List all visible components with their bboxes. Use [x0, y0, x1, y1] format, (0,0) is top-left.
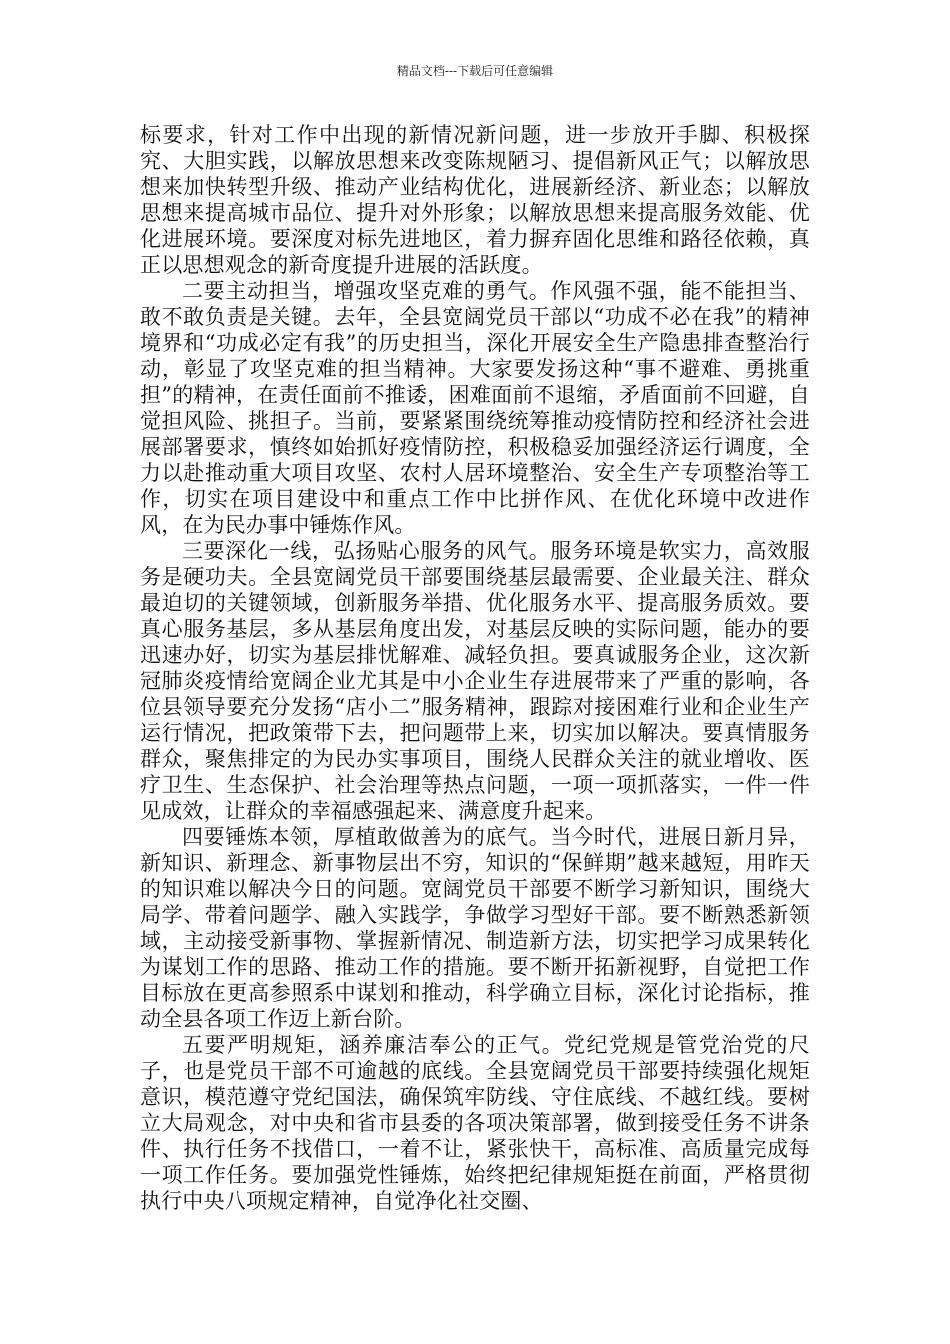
paragraph-4: 四要锤炼本领，厚植敢做善为的底气。当今时代，进展日新月异，新知识、新理念、新事物层出不穷，知识的“保鲜期”越来越短，用昨天的知识难以解决今日的问题。宽阔党员干部要不断学习新知识，围绕大局学、带着问题学、融入实践学，争做学习型好干部。要不断熟悉新领域，主动接受新事物、掌握新情况、制造新方法，切实把学习成果转化为谋划工作的思路、推动工作的措施。要不断开拓新视野，自觉把工作目标放在更高参照系中谋划和推动，科学确立目标，深化讨论指标，推动全县各项工作迈上新台阶。 — [140, 825, 810, 1031]
paragraph-continuation: 标要求，针对工作中出现的新情况新问题，进一步放开手脚、积极探究、大胆实践，以解放思想来改变陈规陋习、提倡新风正气；以解放思想来加快转型升级、推动产业结构优化，进展新经济、新业态；以解放思想来提高城市品位、提升对外形象；以解放思想来提高服务效能、优化进展环境。要深度对标先进地区，着力摒弃固化思维和路径依赖，真正以思想观念的新奇度提升进展的活跃度。 — [140, 123, 810, 277]
page-header: 精品文档---下载后可任意编辑 — [396, 64, 554, 78]
document-body — [140, 122, 810, 1214]
paragraph-3: 三要深化一线，弘扬贴心服务的风气。服务环境是软实力，高效服务是硬功夫。全县宽阔党员干部要围绕基层最需要、企业最关注、群众最迫切的关键领域，创新服务举措、优化服务水平、提高服务质效。要真心服务基层，多从基层角度出发，对基层反映的实际问题，能办的要迅速办好，切实为基层排忧解难、减轻负担。要真诚服务企业，这次新冠肺炎疫情给宽阔企业尤其是中小企业生存进展带来了严重的影响，各位县领导要充分发扬“店小二”服务精神，跟踪对接困难行业和企业生产运行情况，把政策带下去，把问题带上来，切实加以解决。要真情服务群众，聚焦排定的为民办实事项目，围绕人民群众关注的就业增收、医疗卫生、生态保护、社会治理等热点问题，一项一项抓落实，一件一件见成效，让群众的幸福感强起来、满意度升起来。 — [140, 539, 810, 823]
paragraph-5: 五要严明规矩，涵养廉洁奉公的正气。党纪党规是管党治党的尺子，也是党员干部不可逾越的底线。全县宽阔党员干部要持续强化规矩意识，模范遵守党纪国法，确保筑牢防线、守住底线、不越红线。要树立大局观念，对中央和省市县委的各项决策部署，做到接受任务不讲条件、执行任务不找借口，一着不让，紧张快干，高标准、高质量完成每一项工作任务。要加强党性锤炼，始终把纪律规矩挺在前面，严格贯彻执行中央八项规定精神，自觉净化社交圈、 — [140, 1033, 810, 1213]
paragraph-2: 二要主动担当，增强攻坚克难的勇气。作风强不强，能不能担当、敢不敢负责是关键。去年，全县宽阔党员干部以“功成不必在我”的精神境界和“功成必定有我”的历史担当，深化开展安全生产隐患排查整治行动，彰显了攻坚克难的担当精神。大家要发扬这种“事不避难、勇挑重担”的精神，在责任面前不推诿，困难面前不退缩，矛盾面前不回避，自觉担风险、挑担子。当前，要紧紧围绕统筹推动疫情防控和经济社会进展部署要求，慎终如始抓好疫情防控，积极稳妥加强经济运行调度，全力以赴推动重大项目攻坚、农村人居环境整治、安全生产专项整治等工作，切实在项目建设中和重点工作中比拼作风、在优化环境中改进作风，在为民办事中锤炼作风。 — [140, 279, 810, 537]
